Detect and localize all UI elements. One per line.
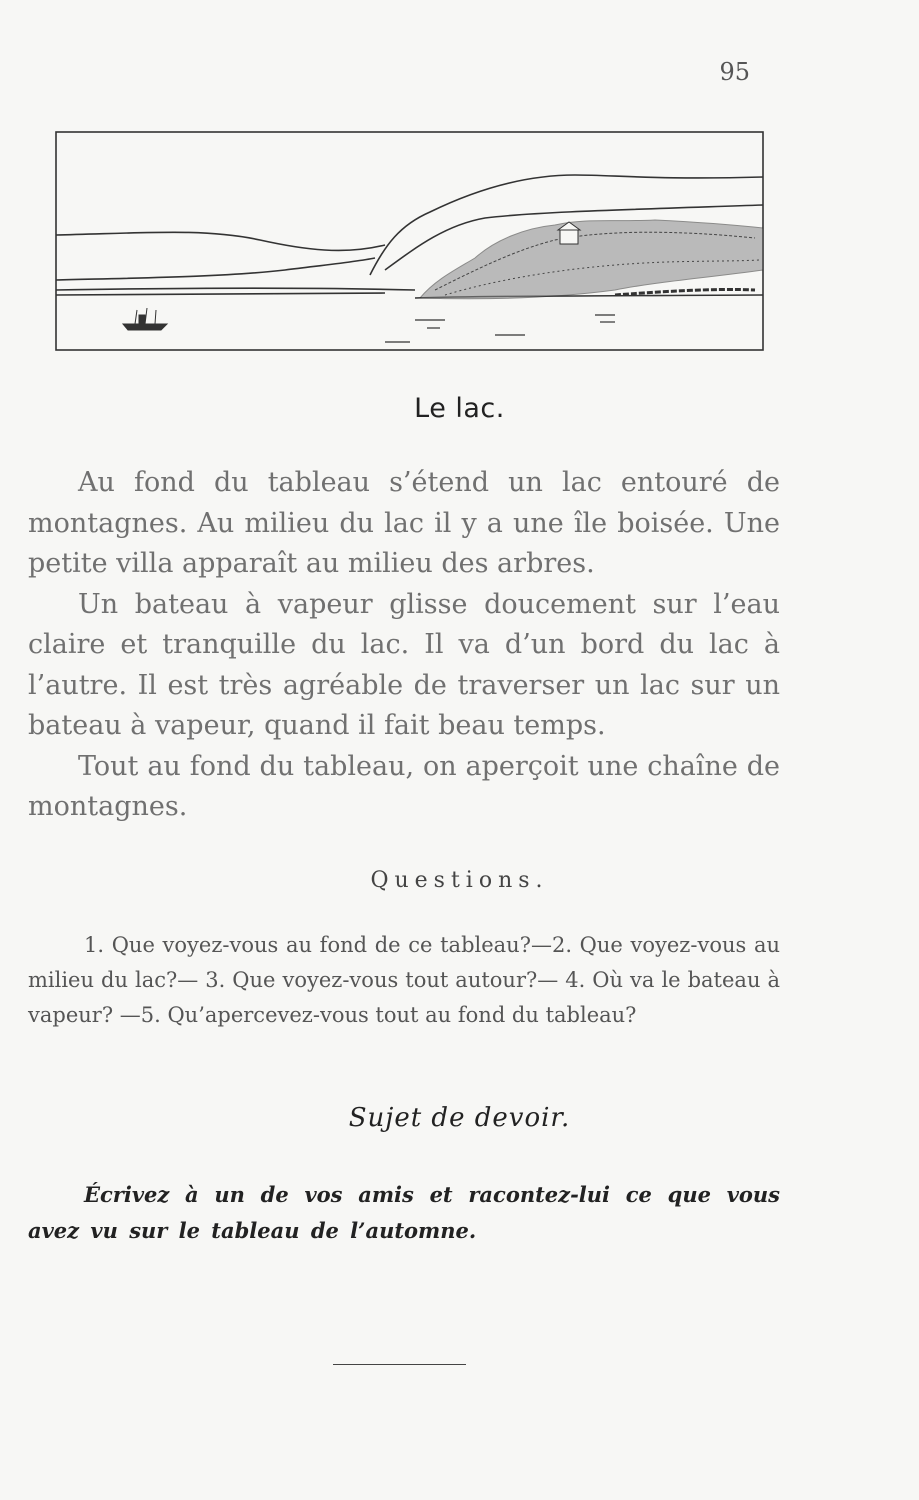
paragraph: Tout au fond du tableau, on aperçoit une chaîne de montagnes. (28, 750, 780, 822)
questions-heading: Questions. (370, 868, 549, 893)
steamboat-icon (123, 308, 167, 330)
assignment-title: Sujet de devoir. (348, 1103, 571, 1133)
questions-text: 1. Que voyez-vous au fond de ce tableau?—2. Que voyez-vous au milieu du lac?— 3. Que voyez-vous tout autour?— 4. Où va le bateau à vapeur? —5. Qu’apercevez-vous tout au fond du tableau? (28, 933, 780, 1027)
far-mountain-line-2 (56, 258, 375, 280)
reading-text (28, 463, 780, 828)
paragraph: Un bateau à vapeur glisse doucement sur l’eau claire et tranquille du lac. Il va d’un bord du lac à l’autre. Il est très agréable de traverser un lac sur un bateau à vapeur, quand il fait beau temps. (28, 588, 780, 741)
far-mountain-line (56, 232, 385, 250)
end-rule (333, 1364, 466, 1365)
wooded-island (420, 220, 763, 299)
lake-landscape-illustration (55, 130, 765, 352)
page-number: 95 (719, 58, 750, 86)
illustration-caption: Le lac. (414, 393, 505, 424)
paragraph: Au fond du tableau s’étend un lac entouré de montagnes. Au milieu du lac il y a une île boisée. Une petite villa apparaît au milieu des arbres. (28, 467, 780, 579)
assignment-text: Écrivez à un de vos amis et racontez-lui ce que vous avez vu sur le tableau de l’automne. (28, 1182, 780, 1243)
shore-line (56, 288, 415, 290)
water-reflections (385, 315, 615, 342)
villa (560, 230, 578, 244)
water-line (56, 293, 385, 295)
